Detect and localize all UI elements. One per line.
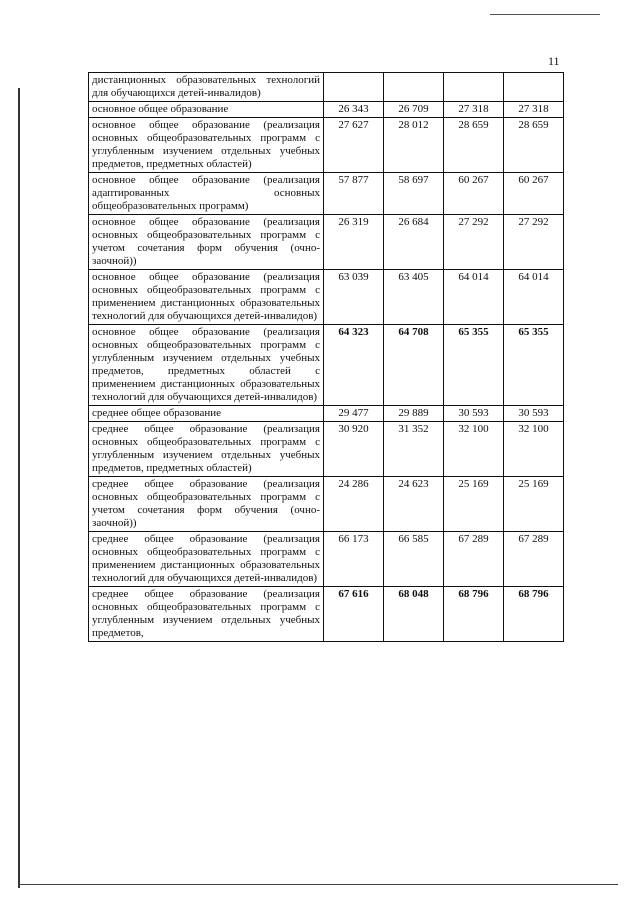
value-cell-4: 67 289 [504,532,564,587]
value-cell-4: 65 355 [504,325,564,406]
value-cell-4: 27 292 [504,215,564,270]
value-cell-3: 68 796 [444,587,504,642]
value-cell-1 [324,73,384,102]
value-cell-4: 28 659 [504,118,564,173]
value-cell-1: 64 323 [324,325,384,406]
value-cell-3: 60 267 [444,173,504,215]
row-label: среднее общее образование (реализация основных общеобразовательных программ с учетом сочетания форм обучения (очно-заочной)) [89,477,324,532]
value-cell-1: 30 920 [324,422,384,477]
value-cell-2: 24 623 [384,477,444,532]
row-label: основное общее образование (реализация адаптированных основных общеобразовательных программ) [89,173,324,215]
footer-rule [18,884,618,885]
table-row [89,406,564,422]
table-row [89,477,564,532]
value-cell-2 [384,73,444,102]
value-cell-1: 26 319 [324,215,384,270]
row-label: основное общее образование (реализация основных общеобразовательных программ с углубленным изучением отдельных учебных предметов, предметных областей с применением дистанционных образовательных технологий для обучающихся детей-инвалидов) [89,325,324,406]
table-row [89,325,564,406]
table-row [89,270,564,325]
row-label: среднее общее образование (реализация основных общеобразовательных программ с применением дистанционных образовательных технологий для обучающихся детей-инвалидов) [89,532,324,587]
value-cell-2: 66 585 [384,532,444,587]
value-cell-3: 67 289 [444,532,504,587]
value-cell-3: 64 014 [444,270,504,325]
row-label: среднее общее образование [89,406,324,422]
table-row [89,532,564,587]
table-body [89,73,564,642]
value-cell-2: 26 709 [384,102,444,118]
tariff-table [88,72,564,642]
table-row [89,73,564,102]
value-cell-1: 67 616 [324,587,384,642]
row-label: основное общее образование (реализация основных общеобразовательных программ с применением дистанционных образовательных технологий для обучающихся детей-инвалидов) [89,270,324,325]
value-cell-2: 28 012 [384,118,444,173]
value-cell-1: 63 039 [324,270,384,325]
value-cell-3: 30 593 [444,406,504,422]
value-cell-1: 57 877 [324,173,384,215]
value-cell-1: 66 173 [324,532,384,587]
value-cell-2: 68 048 [384,587,444,642]
margin-line [18,88,20,888]
header-rule [490,14,600,15]
value-cell-4: 32 100 [504,422,564,477]
value-cell-3: 28 659 [444,118,504,173]
value-cell-4 [504,73,564,102]
table-row [89,173,564,215]
value-cell-3: 27 318 [444,102,504,118]
table-row [89,587,564,642]
value-cell-4: 60 267 [504,173,564,215]
value-cell-2: 63 405 [384,270,444,325]
value-cell-3 [444,73,504,102]
row-label: среднее общее образование (реализация основных общеобразовательных программ с углубленным изучением отдельных учебных предметов, [89,587,324,642]
value-cell-2: 29 889 [384,406,444,422]
value-cell-2: 64 708 [384,325,444,406]
value-cell-1: 29 477 [324,406,384,422]
value-cell-2: 26 684 [384,215,444,270]
value-cell-1: 26 343 [324,102,384,118]
value-cell-3: 32 100 [444,422,504,477]
row-label: основное общее образование (реализация основных общеобразовательных программ с учетом сочетания форм обучения (очно-заочной)) [89,215,324,270]
table-row [89,422,564,477]
table-row [89,215,564,270]
value-cell-3: 25 169 [444,477,504,532]
value-cell-2: 58 697 [384,173,444,215]
value-cell-1: 24 286 [324,477,384,532]
table-row [89,102,564,118]
row-label: основное общее образование (реализация основных общеобразовательных программ с углубленным изучением отдельных учебных предметов, предметных областей) [89,118,324,173]
table-row [89,118,564,173]
value-cell-4: 30 593 [504,406,564,422]
row-label: основное общее образование [89,102,324,118]
value-cell-4: 25 169 [504,477,564,532]
row-label: среднее общее образование (реализация основных общеобразовательных программ с углубленным изучением отдельных учебных предметов, предметных областей) [89,422,324,477]
value-cell-4: 64 014 [504,270,564,325]
page-number: 11 [548,54,560,68]
value-cell-4: 27 318 [504,102,564,118]
row-label: дистанционных образовательных технологий для обучающихся детей-инвалидов) [89,73,324,102]
value-cell-2: 31 352 [384,422,444,477]
value-cell-1: 27 627 [324,118,384,173]
value-cell-4: 68 796 [504,587,564,642]
value-cell-3: 65 355 [444,325,504,406]
value-cell-3: 27 292 [444,215,504,270]
